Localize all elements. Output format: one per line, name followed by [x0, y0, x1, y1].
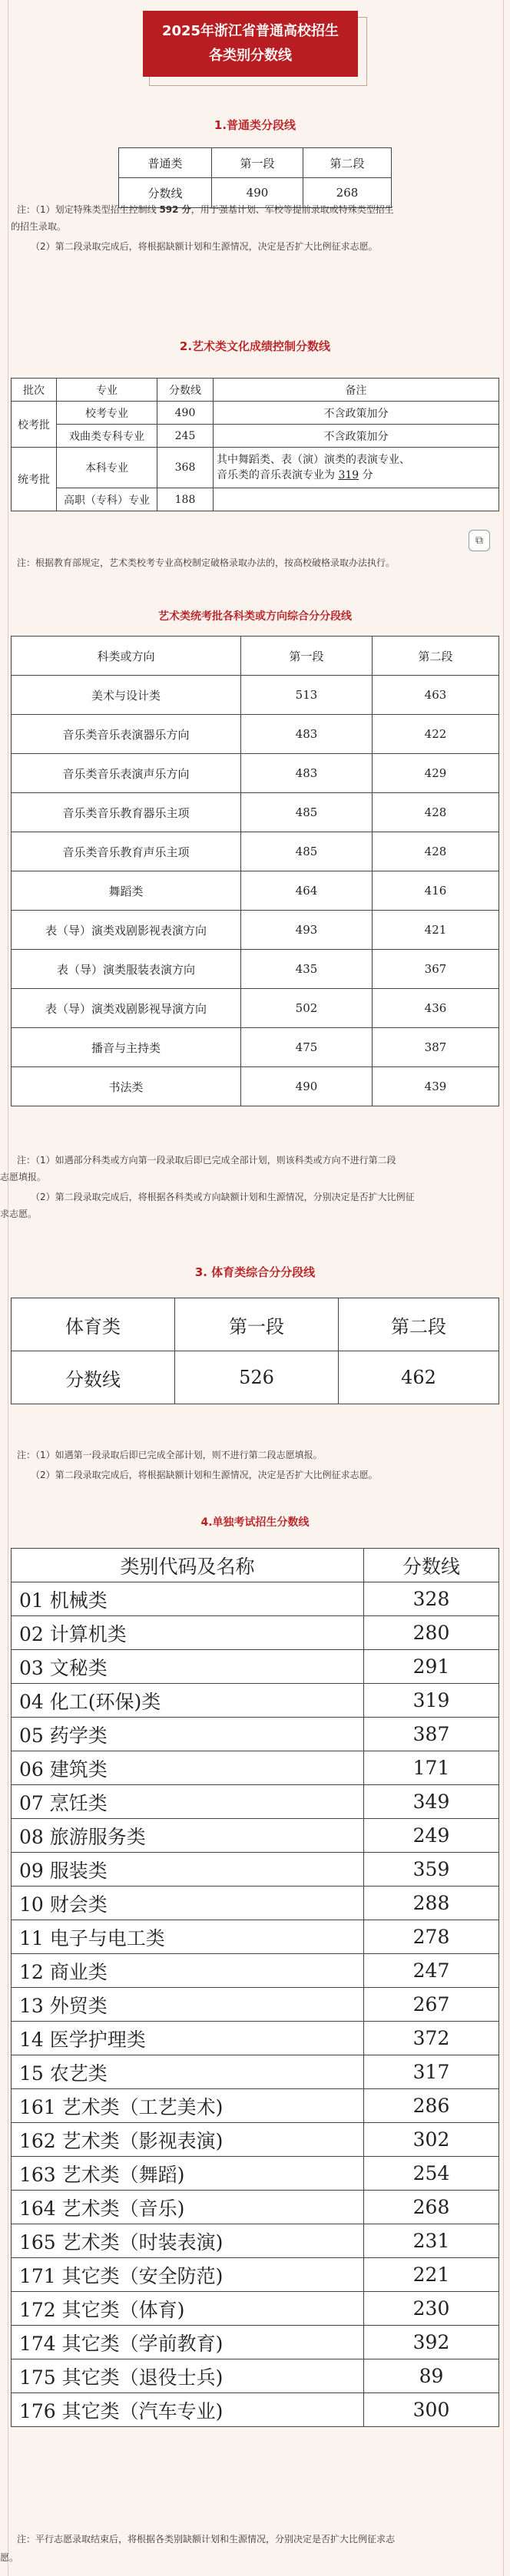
- score-cell: 230: [364, 2292, 499, 2326]
- score-cell: 291: [364, 1650, 499, 1684]
- table-row: [12, 2022, 499, 2055]
- score-cell: 422: [373, 715, 499, 754]
- batch-cell: 统考批: [12, 448, 57, 511]
- table-row: [12, 793, 499, 832]
- score-cell: 280: [364, 1616, 499, 1650]
- score-cell: 372: [364, 2022, 499, 2055]
- score-cell: 278: [364, 1920, 499, 1954]
- category-cell: 表（导）演类戏剧影视导演方向: [12, 989, 241, 1028]
- table-row: [12, 1718, 499, 1751]
- section-1-title: 1.普通类分段线: [214, 118, 296, 132]
- section-1-table: [118, 147, 392, 208]
- score-cell: 416: [373, 871, 499, 911]
- section-2-table: [11, 378, 499, 511]
- score-cell: 328: [364, 1582, 499, 1616]
- table-row: [12, 676, 499, 715]
- category-cell: 171 其它类（安全防范): [12, 2258, 364, 2292]
- table-row: [12, 1819, 499, 1853]
- score-cell: 300: [364, 2393, 499, 2427]
- table-row: [12, 2055, 499, 2089]
- category-cell: 舞蹈类: [12, 871, 241, 911]
- category-cell: 书法类: [12, 1067, 241, 1106]
- section-5-note-1-cont: 愿。: [0, 2552, 19, 2563]
- section-4-note-2: （2）第二段录取完成后，将根据缺额计划和生源情况，决定是否扩大比例征求志愿。: [31, 1470, 378, 1480]
- major-cell: 高职（专科）专业: [57, 488, 157, 511]
- header-cell: 类别代码及名称: [12, 1549, 364, 1582]
- banner: [143, 11, 358, 77]
- score-cell: 221: [364, 2258, 499, 2292]
- table-row: [12, 2258, 499, 2292]
- section-3-table: [11, 636, 499, 1106]
- header-cell: 分数线: [157, 379, 214, 402]
- table-row: [12, 832, 499, 871]
- category-cell: 美术与设计类: [12, 676, 241, 715]
- table-row: [12, 448, 499, 488]
- major-cell: 本科专业: [57, 448, 157, 488]
- header-cell: 普通类: [119, 148, 212, 178]
- header-cell: 备注: [214, 379, 499, 402]
- table-row: [12, 911, 499, 950]
- header-cell: 第一段: [212, 148, 303, 178]
- category-cell: 音乐类音乐表演器乐方向: [12, 715, 241, 754]
- score-cell: 429: [373, 754, 499, 793]
- score-cell: 367: [373, 950, 499, 989]
- score-cell: 490: [157, 402, 214, 425]
- score-cell: 421: [373, 911, 499, 950]
- table-row: [12, 1954, 499, 1988]
- score-cell: 483: [241, 754, 373, 793]
- section-5-table: [11, 1548, 499, 2427]
- table-row: [12, 379, 499, 402]
- category-cell: 175 其它类（退役士兵): [12, 2359, 364, 2393]
- table-row: [12, 2089, 499, 2123]
- table-row: [12, 2123, 499, 2157]
- score-cell: 526: [175, 1351, 339, 1404]
- table-row: [12, 1751, 499, 1785]
- score-cell: 288: [364, 1887, 499, 1920]
- category-cell: 08 旅游服务类: [12, 1819, 364, 1853]
- table-row: [12, 1351, 499, 1404]
- category-cell: 播音与主持类: [12, 1028, 241, 1067]
- table-row: [12, 1549, 499, 1582]
- score-cell: 286: [364, 2089, 499, 2123]
- table-row: [12, 2292, 499, 2326]
- score-cell: 267: [364, 1988, 499, 2022]
- section-4-note-1: 注：（1）如遇第一段录取后即已完成全部计划，则不进行第二段志愿填报。: [17, 1450, 323, 1460]
- table-row: [12, 1853, 499, 1887]
- table-row: [12, 754, 499, 793]
- header-cell: 第一段: [175, 1298, 339, 1351]
- score-cell: 359: [364, 1853, 499, 1887]
- category-cell: 174 其它类（学前教育): [12, 2326, 364, 2359]
- table-row: [12, 2359, 499, 2393]
- score-cell: 428: [373, 793, 499, 832]
- score-cell: 483: [241, 715, 373, 754]
- category-cell: 09 服装类: [12, 1853, 364, 1887]
- remark-line: 其中舞蹈类、表（演）演类的表演专业、: [217, 454, 410, 466]
- score-cell: 302: [364, 2123, 499, 2157]
- table-row: [12, 1785, 499, 1819]
- section-2-note: 注：根据教育部规定，艺术类校考专业高校制定破格录取办法的，按高校破格录取办法执行。: [17, 557, 396, 568]
- remark-cell: [214, 488, 499, 511]
- score-cell: 485: [241, 832, 373, 871]
- category-cell: 161 艺术类（工艺美术): [12, 2089, 364, 2123]
- category-cell: 13 外贸类: [12, 1988, 364, 2022]
- section-1-note-1-cont: 的招生录取。: [11, 221, 67, 232]
- title-line-1: 2025年浙江省普通高校招生: [161, 23, 339, 39]
- score-cell: 462: [339, 1351, 499, 1404]
- section-4-title: 3. 体育类综合分分段线: [194, 1265, 316, 1279]
- score-cell: 439: [373, 1067, 499, 1106]
- section-3-note-2: （2）第二段录取完成后，将根据各科类或方向缺额计划和生源情况，分别决定是否扩大比例征: [31, 1192, 415, 1202]
- row-label: 分数线: [12, 1351, 175, 1404]
- row-label: 分数线: [119, 178, 212, 208]
- table-row: [12, 871, 499, 911]
- header-cell: 体育类: [12, 1298, 175, 1351]
- header-cell: 第二段: [339, 1298, 499, 1351]
- table-row: [12, 2326, 499, 2359]
- category-cell: 165 艺术类（时装表演): [12, 2224, 364, 2258]
- score-cell: 268: [364, 2191, 499, 2224]
- category-cell: 11 电子与电工类: [12, 1920, 364, 1954]
- remark-line: [217, 468, 498, 483]
- score-cell: 513: [241, 676, 373, 715]
- remark-text: 音乐类的音乐表演专业为: [217, 469, 339, 481]
- score-cell: 245: [157, 425, 214, 448]
- category-cell: 音乐类音乐教育器乐主项: [12, 793, 241, 832]
- category-cell: 音乐类音乐表演声乐方向: [12, 754, 241, 793]
- title-banner: [143, 11, 367, 86]
- category-cell: 14 医学护理类: [12, 2022, 364, 2055]
- table-row: [12, 1650, 499, 1684]
- remark-cell: [214, 448, 499, 488]
- score-cell: 249: [364, 1819, 499, 1853]
- category-cell: 07 烹饪类: [12, 1785, 364, 1819]
- category-cell: 163 艺术类（舞蹈): [12, 2157, 364, 2191]
- section-3-note-1: 注：（1）如遇部分科类或方向第一段录取后即已完成全部计划，则该科类或方向不进行第二段: [17, 1155, 396, 1166]
- section-5-note-1: 注：平行志愿录取结束后，将根据各类别缺额计划和生源情况，分别决定是否扩大比例征求志: [17, 2534, 396, 2545]
- table-row: [12, 1067, 499, 1106]
- score-cell: 254: [364, 2157, 499, 2191]
- category-cell: 15 农艺类: [12, 2055, 364, 2089]
- table-row: [12, 950, 499, 989]
- section-5-title: 4.单独考试招生分数线: [200, 1516, 310, 1529]
- table-row: [12, 1028, 499, 1067]
- score-cell: 89: [364, 2359, 499, 2393]
- score-cell: 490: [241, 1067, 373, 1106]
- table-row: [12, 1887, 499, 1920]
- category-cell: 172 其它类（体育): [12, 2292, 364, 2326]
- batch-cell: 校考批: [12, 402, 57, 448]
- remark-cell: 不含政策加分: [214, 402, 499, 425]
- score-cell: 317: [364, 2055, 499, 2089]
- score-cell: 392: [364, 2326, 499, 2359]
- category-cell: 12 商业类: [12, 1954, 364, 1988]
- title-line-2: 各类别分数线: [209, 48, 292, 64]
- remark-cell: 不含政策加分: [214, 425, 499, 448]
- image-translate-icon[interactable]: ⧉: [469, 530, 490, 551]
- section-1-note-2: （2）第二段录取完成后，将根据缺额计划和生源情况，决定是否扩大比例征求志愿。: [31, 241, 378, 252]
- category-cell: 01 机械类: [12, 1582, 364, 1616]
- table-row: [12, 1988, 499, 2022]
- score-cell: 475: [241, 1028, 373, 1067]
- score-cell: 188: [157, 488, 214, 511]
- category-cell: 02 计算机类: [12, 1616, 364, 1650]
- header-cell: 专业: [57, 379, 157, 402]
- table-row: [12, 637, 499, 676]
- major-cell: 戏曲类专科专业: [57, 425, 157, 448]
- table-row: [12, 989, 499, 1028]
- score-cell: 171: [364, 1751, 499, 1785]
- category-cell: 表（导）演类服装表演方向: [12, 950, 241, 989]
- table-row: [12, 1616, 499, 1650]
- header-cell: 第二段: [373, 637, 499, 676]
- table-row: [12, 2224, 499, 2258]
- score-cell: 435: [241, 950, 373, 989]
- score-cell: 319: [364, 1684, 499, 1718]
- score-cell: 485: [241, 793, 373, 832]
- section-3-note-2-cont: 求志愿。: [0, 1209, 38, 1219]
- table-row: [12, 402, 499, 425]
- note-bold: 592 分: [159, 204, 191, 215]
- score-cell: 231: [364, 2224, 499, 2258]
- category-cell: 音乐类音乐教育声乐主项: [12, 832, 241, 871]
- score-cell: 493: [241, 911, 373, 950]
- section-3-title: 艺术类统考批各科类或方向综合分分段线: [158, 610, 352, 623]
- score-cell: 247: [364, 1954, 499, 1988]
- category-cell: 162 艺术类（影视表演): [12, 2123, 364, 2157]
- remark-score: 319: [338, 469, 359, 481]
- table-row: [12, 488, 499, 511]
- table-row: [12, 1582, 499, 1616]
- table-row: [12, 425, 499, 448]
- category-cell: 176 其它类（汽车专业): [12, 2393, 364, 2427]
- score-cell: 463: [373, 676, 499, 715]
- score-cell: 436: [373, 989, 499, 1028]
- header-cell: 第一段: [241, 637, 373, 676]
- score-cell: 490: [212, 178, 303, 208]
- table-row: [12, 1920, 499, 1954]
- category-cell: 06 建筑类: [12, 1751, 364, 1785]
- table-row: [12, 2157, 499, 2191]
- category-cell: 164 艺术类（音乐): [12, 2191, 364, 2224]
- table-row: [12, 715, 499, 754]
- remark-text: 分: [359, 469, 373, 481]
- header-cell: 批次: [12, 379, 57, 402]
- header-cell: 科类或方向: [12, 637, 241, 676]
- table-row: [12, 1298, 499, 1351]
- category-cell: 表（导）演类戏剧影视表演方向: [12, 911, 241, 950]
- table-row: [12, 1684, 499, 1718]
- category-cell: 10 财会类: [12, 1887, 364, 1920]
- major-cell: 校考专业: [57, 402, 157, 425]
- section-4-table: [11, 1298, 499, 1404]
- section-2-title: 2.艺术类文化成绩控制分数线: [179, 339, 331, 353]
- header-cell: 分数线: [364, 1549, 499, 1582]
- table-row: [12, 2393, 499, 2427]
- score-cell: 502: [241, 989, 373, 1028]
- section-1-note-1: [17, 201, 505, 218]
- section-3-note-1-cont: 志愿填报。: [0, 1172, 47, 1182]
- category-cell: 03 文秘类: [12, 1650, 364, 1684]
- score-cell: 387: [364, 1718, 499, 1751]
- score-cell: 464: [241, 871, 373, 911]
- table-row: [119, 148, 392, 178]
- table-row: [12, 2191, 499, 2224]
- header-cell: 第二段: [303, 148, 392, 178]
- score-cell: 268: [303, 178, 392, 208]
- score-cell: 428: [373, 832, 499, 871]
- score-cell: 387: [373, 1028, 499, 1067]
- note-text: ，用于强基计划、军校等提前录取或特殊类型招生: [190, 204, 394, 215]
- score-cell: 349: [364, 1785, 499, 1819]
- category-cell: 04 化工(环保)类: [12, 1684, 364, 1718]
- score-cell: 368: [157, 448, 214, 488]
- note-text: 注：（1）划定特殊类型招生控制线: [17, 204, 160, 215]
- category-cell: 05 药学类: [12, 1718, 364, 1751]
